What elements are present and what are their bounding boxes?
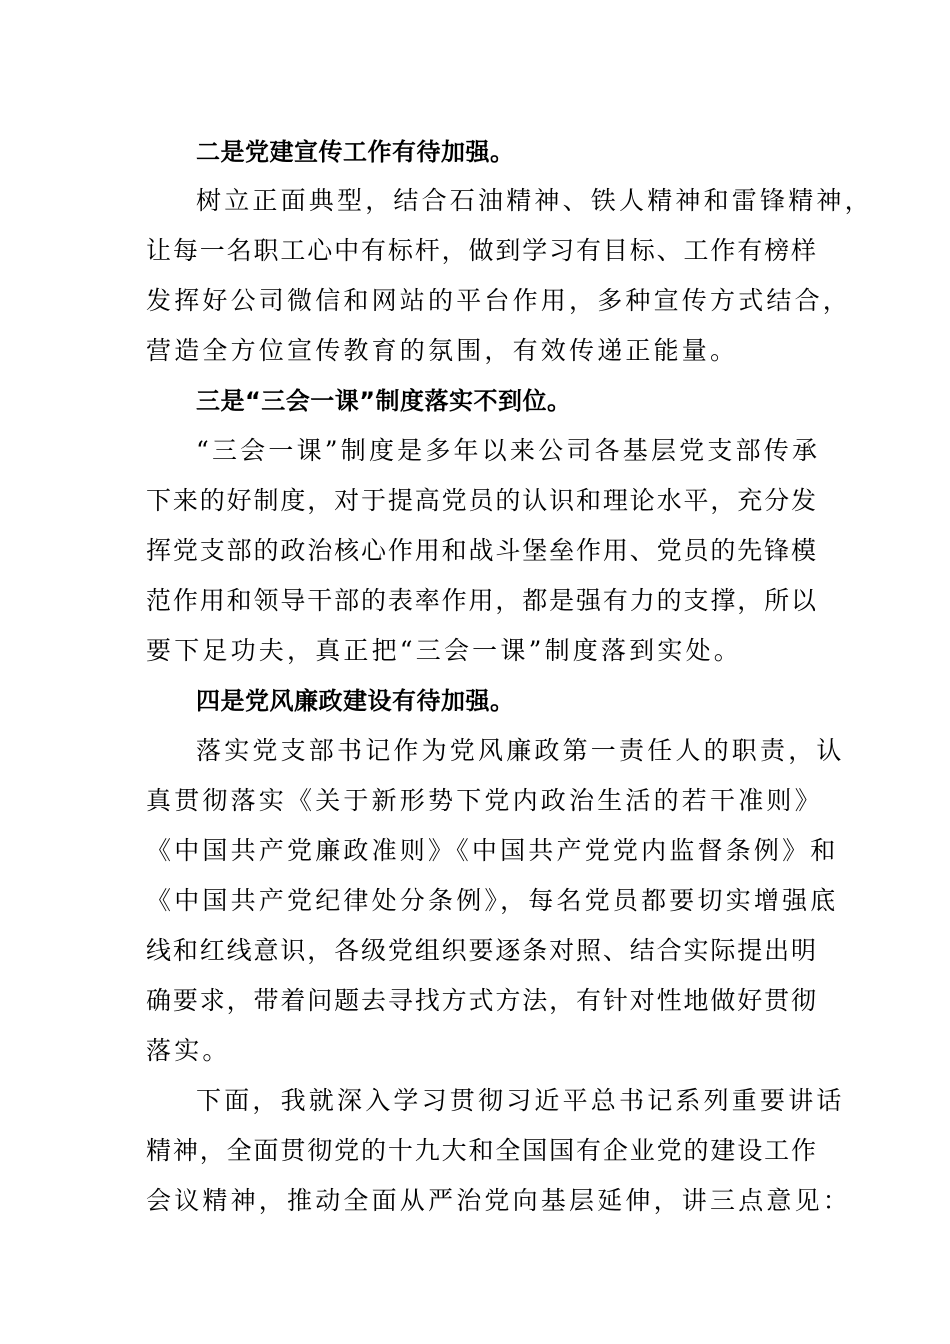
paragraph-line: “三会一课”制度是多年以来公司各基层党支部传承 [196,436,821,465]
paragraph-line: 下面，我就深入学习贯彻习近平总书记系列重要讲话 [196,1086,845,1115]
paragraph-line: 会议精神，推动全面从严治党向基层延伸，讲三点意见： [146,1186,852,1215]
paragraph-line: 《中国共产党纪律处分条例》，每名党员都要切实增强底 [146,886,839,915]
section-heading-2: 二是党建宣传工作有待加强。 [196,138,515,166]
paragraph-line: 要下足功夫，真正把“三会一课”制度落到实处。 [146,636,742,665]
paragraph-line: 《中国共产党廉政准则》《中国共产党党内监督条例》和 [146,836,839,865]
paragraph-line: 精神，全面贯彻党的十九大和全国国有企业党的建设工作 [146,1136,816,1165]
paragraph-line: 真贯彻落实《关于新形势下党内政治生活的若干准则》 [146,786,823,815]
section-heading-4: 四是党风廉政建设有待加强。 [196,687,515,715]
paragraph-line: 让每一名职工心中有标杆，做到学习有目标、工作有榜样 [146,236,816,265]
paragraph-line: 线和红线意识，各级党组织要逐条对照、结合实际提出明 [146,936,816,965]
paragraph-line: 落实党支部书记作为党风廉政第一责任人的职责，认 [196,736,845,765]
paragraph-line: 营造全方位宣传教育的氛围，有效传递正能量。 [146,336,739,365]
paragraph-line: 确要求，带着问题去寻找方式方法，有针对性地做好贯彻 [146,986,816,1015]
paragraph-line: 发挥好公司微信和网站的平台作用，多种宣传方式结合， [146,286,852,315]
paragraph-line: 范作用和领导干部的表率作用，都是强有力的支撑，所以 [146,586,816,615]
paragraph-line: 树立正面典型，结合石油精神、铁人精神和雷锋精神， [196,186,873,215]
paragraph-line: 落实。 [146,1036,231,1065]
paragraph-line: 挥党支部的政治核心作用和战斗堡垒作用、党员的先锋模 [146,536,816,565]
paragraph-line: 下来的好制度，对于提高党员的认识和理论水平，充分发 [146,486,816,515]
section-heading-3: 三是“三会一课”制度落实不到位。 [196,387,572,415]
